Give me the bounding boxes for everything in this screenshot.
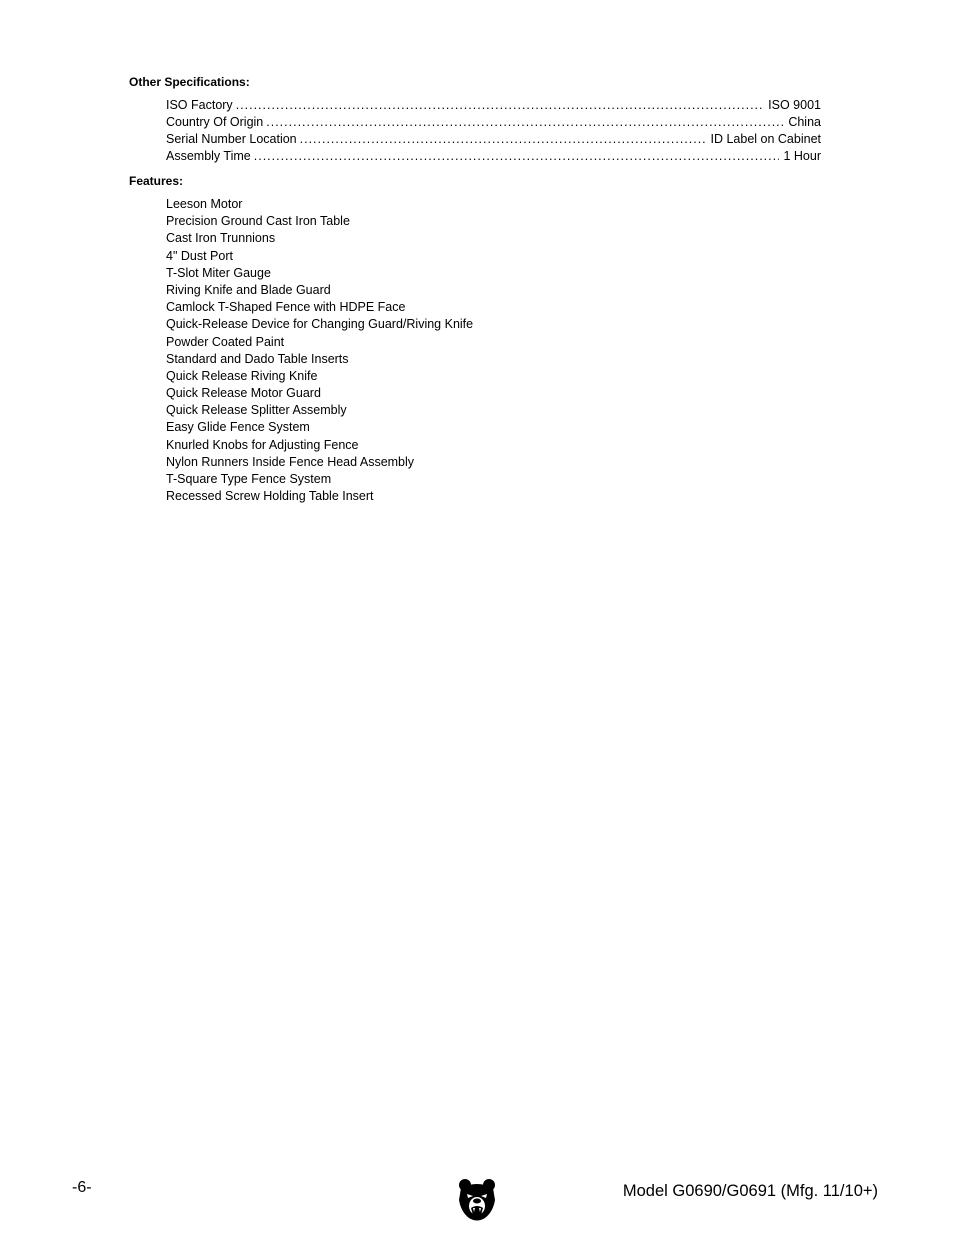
- feature-item: Easy Glide Fence System: [166, 420, 310, 435]
- features-heading: Features:: [129, 174, 184, 188]
- spec-value: ID Label on Cabinet: [710, 132, 821, 146]
- feature-item: Quick Release Motor Guard: [166, 386, 321, 401]
- spec-value: ISO 9001: [768, 98, 821, 112]
- dot-leader: [266, 114, 784, 131]
- feature-item: Precision Ground Cast Iron Table: [166, 214, 350, 229]
- spec-row-country-of-origin: [166, 114, 821, 131]
- spec-label: ISO Factory: [166, 98, 233, 112]
- spec-label: Country Of Origin: [166, 115, 264, 129]
- spec-value: 1 Hour: [783, 149, 821, 163]
- feature-item: T-Slot Miter Gauge: [166, 265, 271, 280]
- dot-leader: [236, 97, 764, 114]
- feature-item: Riving Knife and Blade Guard: [166, 282, 331, 297]
- spec-value: China: [788, 115, 821, 129]
- spec-row-serial-number-location: [166, 131, 821, 148]
- feature-item: 4" Dust Port: [166, 248, 233, 263]
- bear-head-logo-icon: [457, 1178, 497, 1222]
- spec-row-assembly-time: [166, 148, 821, 165]
- other-specifications-heading: Other Specifications:: [129, 75, 250, 89]
- feature-item: Quick-Release Device for Changing Guard/Riving Knife: [166, 317, 474, 332]
- feature-item: Quick Release Splitter Assembly: [166, 403, 347, 418]
- dot-leader: [300, 131, 707, 148]
- feature-item: T-Square Type Fence System: [166, 472, 332, 486]
- feature-item: Standard and Dado Table Inserts: [166, 351, 349, 366]
- spec-label: Serial Number Location: [166, 132, 297, 146]
- feature-item: Camlock T-Shaped Fence with HDPE Face: [166, 300, 406, 315]
- features-list: [166, 196, 473, 505]
- other-specifications-list: [166, 97, 821, 165]
- feature-item: Cast Iron Trunnions: [166, 231, 276, 246]
- dot-leader: [254, 148, 780, 165]
- model-footer-text: Model G0690/G0691 (Mfg. 11/10+): [622, 1182, 878, 1200]
- feature-item: Powder Coated Paint: [166, 334, 285, 349]
- spec-label: Assembly Time: [166, 149, 251, 163]
- page-number: -6-: [72, 1179, 92, 1196]
- feature-item: Quick Release Riving Knife: [166, 368, 318, 383]
- feature-item: Knurled Knobs for Adjusting Fence: [166, 437, 359, 452]
- feature-item: Recessed Screw Holding Table Insert: [166, 489, 374, 504]
- spec-row-iso-factory: [166, 97, 821, 114]
- feature-item: Leeson Motor: [166, 197, 243, 211]
- feature-item: Nylon Runners Inside Fence Head Assembly: [166, 454, 415, 469]
